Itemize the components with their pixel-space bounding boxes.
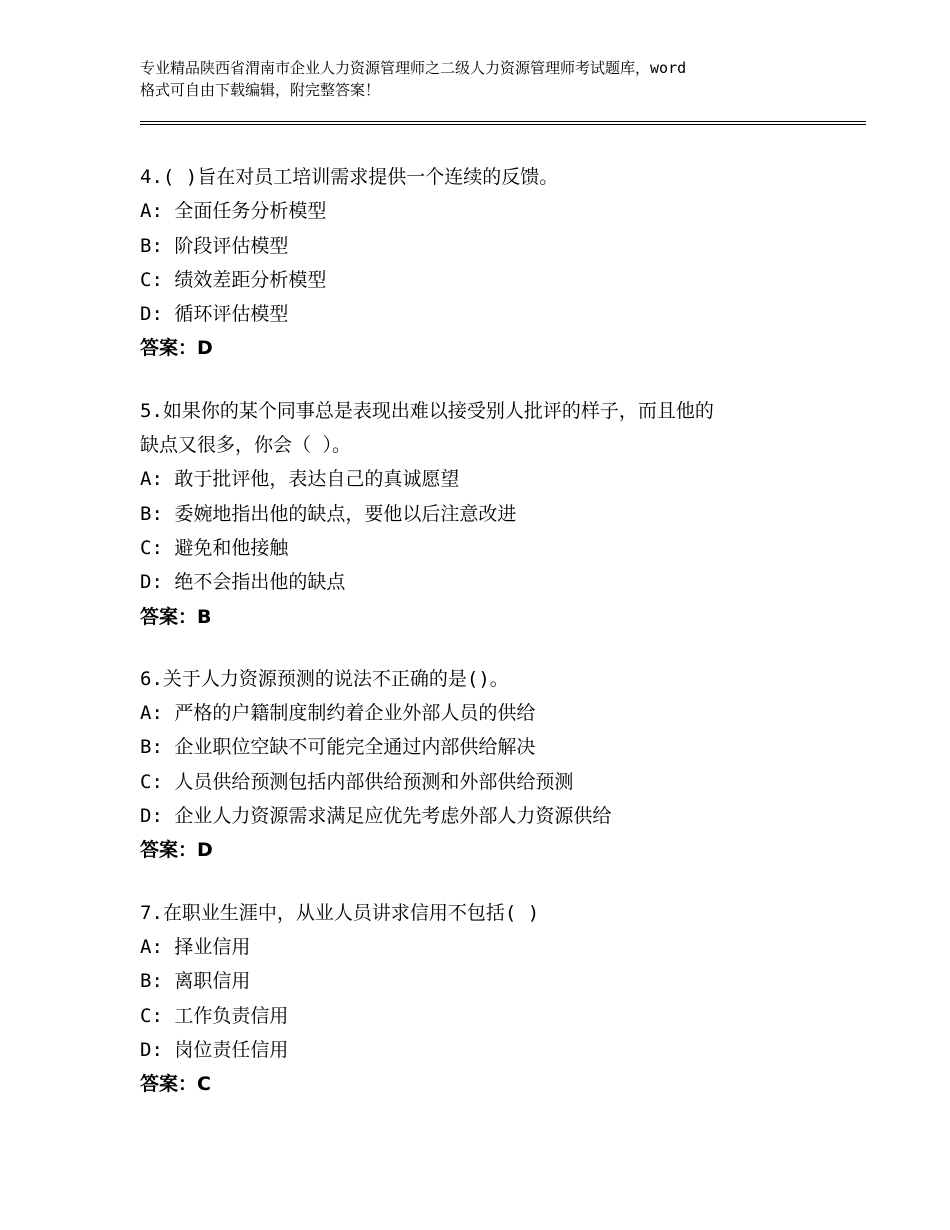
option-a: A: 择业信用 [140, 935, 251, 958]
option-b: B: 阶段评估模型 [140, 234, 289, 257]
question-stem-continued: 缺点又很多，你会（ ）。 [140, 434, 351, 457]
option-c: C: 避免和他接触 [140, 536, 289, 559]
option-c: C: 绩效差距分析模型 [140, 268, 327, 291]
option-a: A: 全面任务分析模型 [140, 200, 327, 223]
header-line-2: 格式可自由下载编辑，附完整答案！ [140, 81, 381, 99]
option-d: D: 循环评估模型 [140, 303, 289, 326]
header-line-1: 专业精品陕西省渭南市企业人力资源管理师之二级人力资源管理师考试题库，word [140, 59, 687, 77]
option-d: D: 企业人力资源需求满足应优先考虑外部人力资源供给 [140, 805, 612, 828]
option-c: C: 工作负责信用 [140, 1004, 289, 1027]
question-stem: 5.如果你的某个同事总是表现出难以接受别人批评的样子，而且他的 [140, 399, 714, 422]
question-7 [140, 896, 840, 1102]
option-d: D: 绝不会指出他的缺点 [140, 571, 346, 594]
option-a: A: 严格的户籍制度制约着企业外部人员的供给 [140, 702, 536, 725]
option-b: B: 委婉地指出他的缺点，要他以后注意改进 [140, 502, 517, 525]
question-6 [140, 662, 840, 868]
question-stem: 7.在职业生涯中，从业人员讲求信用不包括( ) [140, 901, 540, 924]
option-c: C: 人员供给预测包括内部供给预测和外部供给预测 [140, 770, 574, 793]
answer-label: 答案：C [140, 1073, 211, 1096]
document-header [140, 57, 840, 101]
answer-label: 答案：B [140, 605, 212, 628]
answer-label: 答案：D [140, 839, 213, 862]
option-a: A: 敢于批评他，表达自己的真诚愿望 [140, 468, 460, 491]
question-stem: 6.关于人力资源预测的说法不正确的是()。 [140, 667, 509, 690]
option-d: D: 岗位责任信用 [140, 1038, 289, 1061]
header-divider-bottom [140, 124, 866, 125]
question-5 [140, 394, 840, 634]
question-4 [140, 160, 840, 366]
question-list [140, 160, 840, 1129]
option-b: B: 离职信用 [140, 970, 251, 993]
option-b: B: 企业职位空缺不可能完全通过内部供给解决 [140, 736, 536, 759]
question-stem: 4.( )旨在对员工培训需求提供一个连续的反馈。 [140, 166, 559, 188]
answer-label: 答案：D [140, 337, 213, 360]
header-divider-top [140, 121, 866, 122]
